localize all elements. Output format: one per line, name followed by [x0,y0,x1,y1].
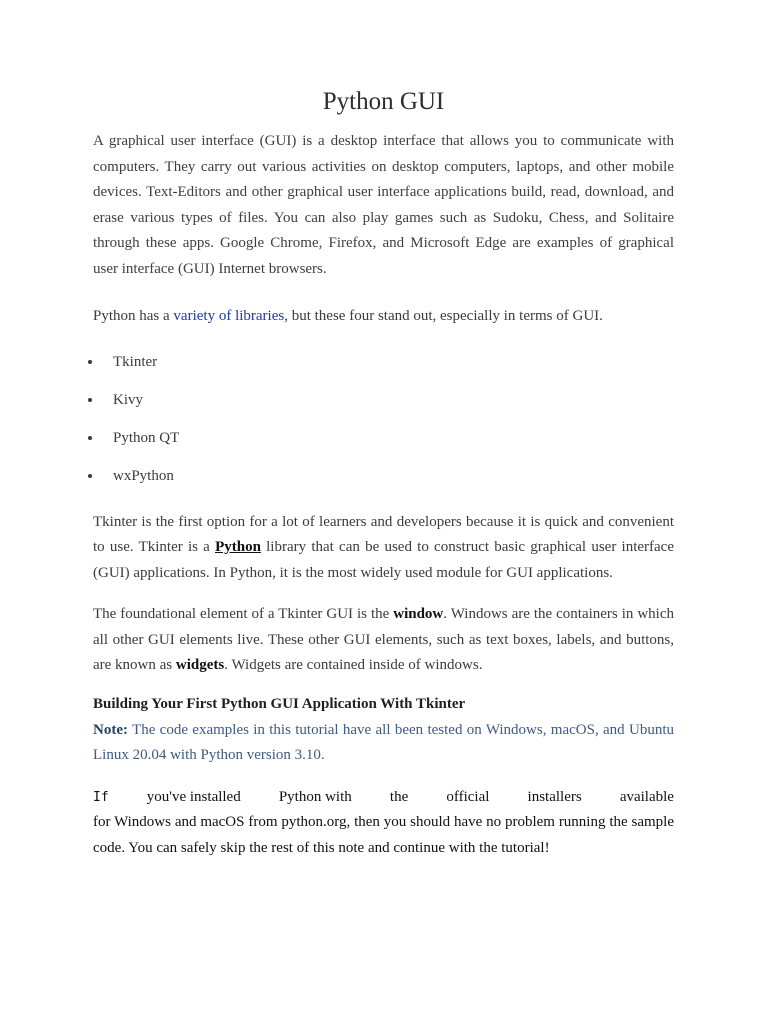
install-word: the [389,788,409,805]
section-heading: Building Your First Python GUI Application With Tkinter [93,695,466,712]
libraries-text-before: Python has a [93,308,174,324]
list-item-label: Tkinter [113,353,158,370]
install-word: you've installed [146,788,241,805]
install-word: Python with [278,788,352,805]
bullet-icon [88,436,92,440]
window-text-3: . Widgets are contained inside of windows. [224,657,483,673]
list-item [93,428,674,466]
bullet-icon [88,360,92,364]
install-text-rest: for Windows and macOS from python.org, then you should have no problem running the sample code. You can safely skip the rest of this note and continue with the tutorial! [93,814,674,856]
list-item-label: Python QT [113,429,180,446]
note-label: Note: [93,721,128,738]
bullet-icon [88,474,92,478]
install-word: available [619,788,674,805]
window-paragraph [93,602,674,679]
window-keyword: window [393,606,444,622]
list-item-label: Kivy [113,391,143,408]
libraries-paragraph [93,304,674,330]
note-text: The code examples in this tutorial have all been tested on Windows, macOS, and Ubuntu Linux 20.04 with Python version 3.10. [93,721,674,763]
list-item-label: wxPython [113,467,174,484]
list-item [93,352,674,390]
gui-libraries-list [93,352,674,504]
install-paragraph [93,785,674,862]
tkinter-text-after: library that can be used to construct basic graphical user interface (GUI) applications. In Python, it is the most widely used module for GUI applications. [93,539,674,581]
list-item [93,390,674,428]
list-item [93,466,674,504]
window-text-2: . Windows are the containers in which all other GUI elements live. These other GUI elements, such as text boxes, labels, and buttons, are known as [93,606,674,673]
install-first-line [93,785,674,811]
install-word: official [446,788,490,805]
tkinter-text-before: Tkinter is the first option for a lot of learners and developers because it is quick and convenient to use. Tkinter is a [93,513,674,555]
intro-paragraph: A graphical user interface (GUI) is a desktop interface that allows you to communicate with computers. They carry out various activities on desktop computers, laptops, and other mobile devices. Text-Editors and other graphical user interface applications build, read, download, and erase various types of files. You can also play games such as Sudoku, Chess, and Solitaire through these apps. Google Chrome, Firefox, and Microsoft Edge are examples of graphical user interface (GUI) Internet browsers. [93,133,674,277]
variety-of-libraries-link[interactable]: variety of libraries [173,308,285,324]
widgets-keyword: widgets [175,657,225,673]
window-text-1: The foundational element of a Tkinter GUI is the [93,606,394,622]
bullet-icon [88,398,92,402]
python-link[interactable]: Python [215,539,261,555]
page-title: Python GUI [322,88,445,115]
note-paragraph [93,718,674,769]
install-word: If [93,789,109,805]
tkinter-paragraph [93,510,674,587]
libraries-text-after: , but these four stand out, especially in terms of GUI. [284,308,603,324]
document-page [93,86,674,861]
install-word: installers [527,788,582,805]
